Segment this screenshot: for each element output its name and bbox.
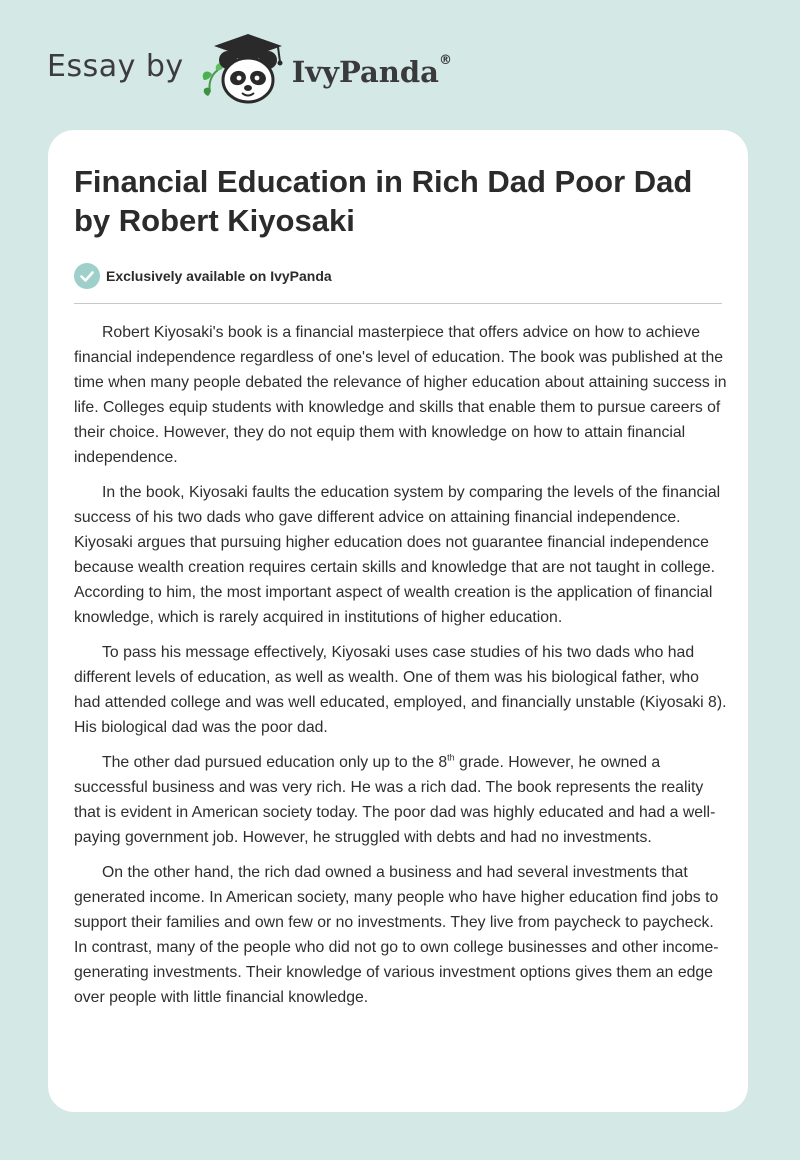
site-header [47,30,452,110]
brand-text: IvyPanda [291,55,439,89]
paragraph-text-start: The other dad pursued education only up to the 8 [102,754,448,771]
paragraph-text-end: grade. However, he owned a successful business and was very rich. He was a rich dad. The book represents the reality that is evident in American society today. The poor dad was highly educated and had a well-paying government job. However, he struggled with debts and had no investments. [74,754,716,846]
paragraph [74,750,729,850]
exclusive-badge-text: Exclusively available on IvyPanda [106,268,332,284]
brand-name[interactable] [292,55,452,89]
article-body [74,320,729,1020]
paragraph: To pass his message effectively, Kiyosaki uses case studies of his two dads who had different levels of education, as well as wealth. One of them was his biological father, who had attended college and was well educated, employed, and financially unstable (Kiyosaki 8). His biological dad was the poor dad. [74,644,727,736]
check-circle-icon [74,263,100,289]
registered-mark: ® [438,53,452,68]
paragraph: In the book, Kiyosaki faults the education system by comparing the levels of the financial success of his two dads who gave different advice on attaining financial independence. Kiyosaki argues that pursuing higher education does not guarantee financial independence because wealth creation requires certain skills and knowledge that are not taught in college. According to him, the most important aspect of wealth creation is the application of financial knowledge, which is rarely acquired in institutions of higher education. [74,484,721,626]
essay-by-label: Essay by [47,48,184,84]
article-card [48,130,748,1112]
paragraph: On the other hand, the rich dad owned a business and had several investments that generated income. In American society, many people who have higher education find jobs to support their families and own few or no investments. They live from paycheck to paycheck. In contrast, many of the people who did not go to own college businesses and other income-generating investments. Their knowledge of various investment options gives them an edge over people with little financial knowledge. [74,864,719,1006]
exclusive-badge [74,262,332,290]
article-title: Financial Education in Rich Dad Poor Dad by Robert Kiyosaki [74,164,693,238]
divider [74,303,722,304]
panda-graduation-cap-logo-icon[interactable] [196,30,288,110]
paragraph: Robert Kiyosaki's book is a financial masterpiece that offers advice on how to achieve financial independence regardless of one's level of education. The book was published at the time when many people debated the relevance of higher education about attaining success in life. Colleges equip students with knowledge and skills that enable them to pursue careers of their choice. However, they do not equip them with knowledge on how to attain financial independence. [74,324,727,466]
ordinal-suffix: th [447,752,455,763]
